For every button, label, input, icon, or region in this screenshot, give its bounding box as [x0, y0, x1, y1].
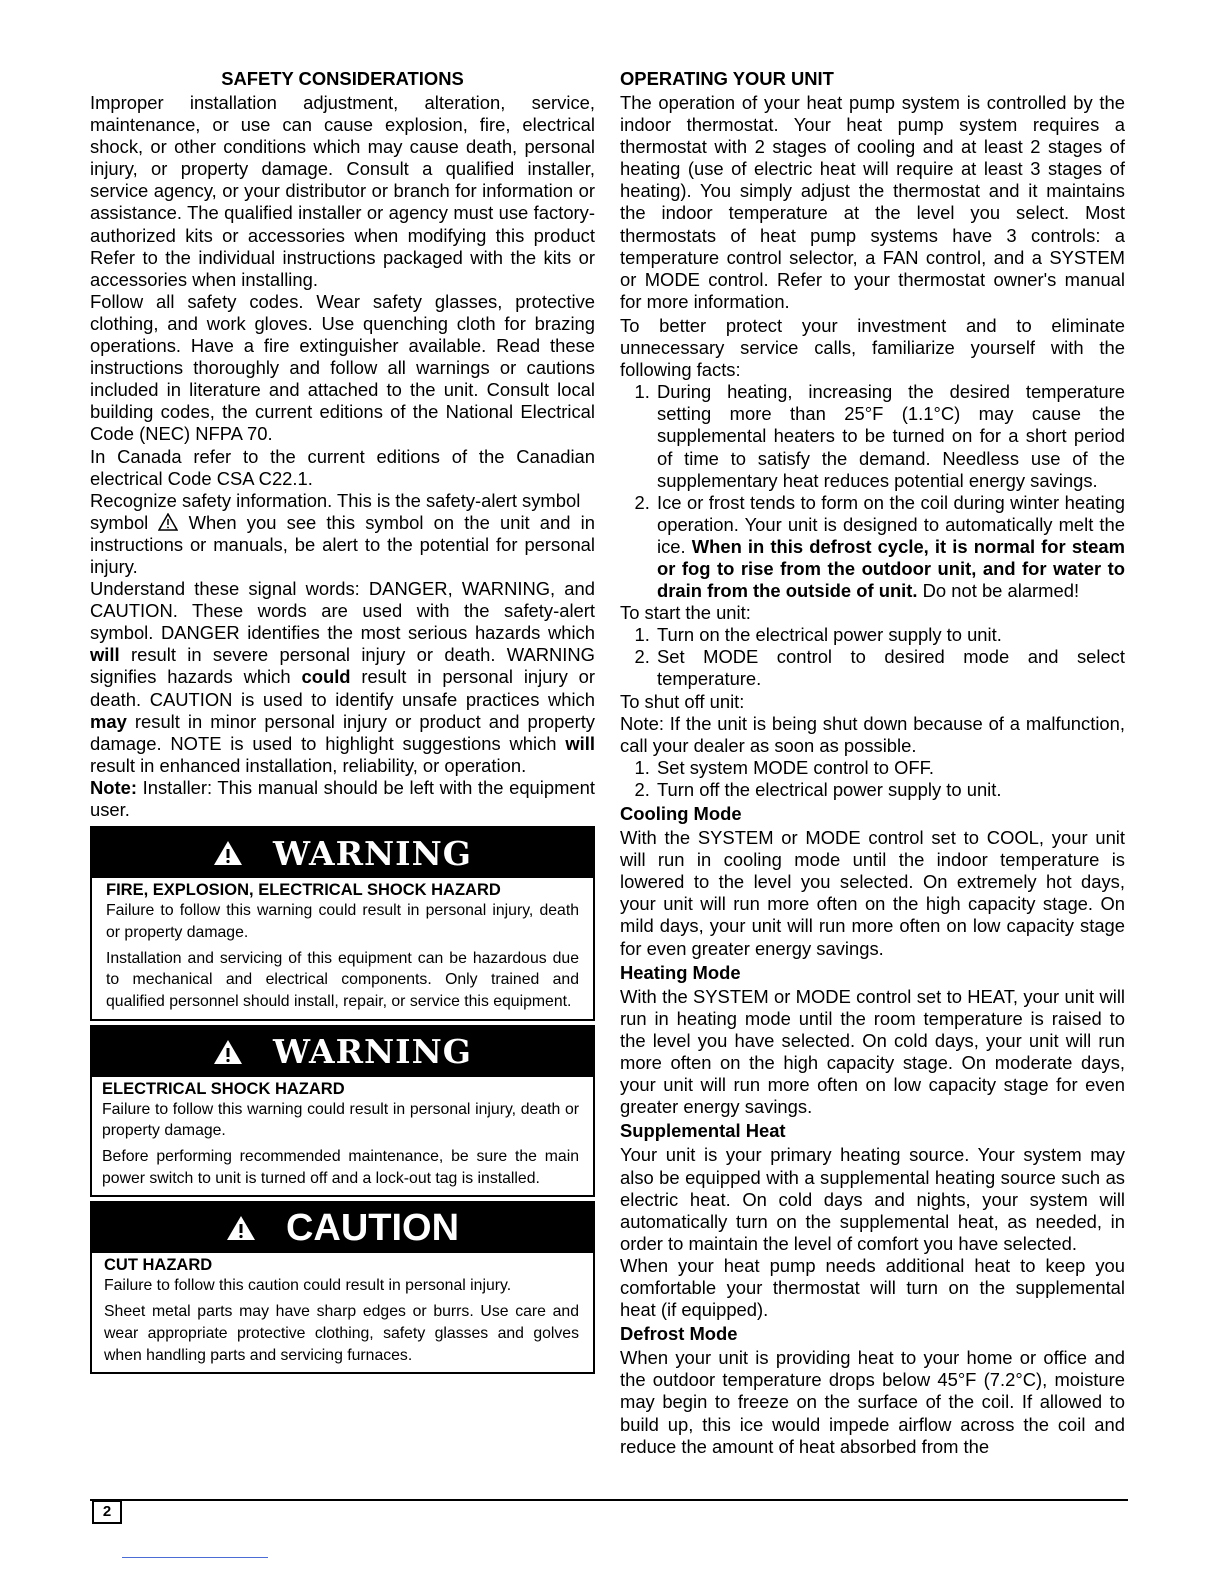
- list-item: [655, 492, 1125, 602]
- installer-note: [90, 777, 595, 821]
- signal-words-text-e: result in enhanced installation, reliability, or operation.: [90, 754, 527, 776]
- warning-text-1: Failure to follow this warning could result in personal injury, death or property damage.: [106, 902, 579, 941]
- caution-banner-text: CAUTION: [285, 1206, 460, 1249]
- warning-banner: [92, 828, 593, 878]
- safety-alert-intro: Recognize safety information. This is the safety-alert symbol: [90, 489, 581, 511]
- fact2-closing-text: Do not be alarmed!: [922, 580, 1080, 602]
- caution-box-body: [92, 1253, 593, 1372]
- caution-banner: [92, 1203, 593, 1253]
- safety-paragraph-2: Follow all safety codes. Wear safety glasses, protective clothing, and work gloves. Use quenching cloth for brazing operations. Have a fire extinguisher available. Read these instructions thoroughly and follow all warnings or cautions included in literature and attached to the unit. Consult local building codes, the current editions of the National Electrical Code (NEC) NFPA 70.: [90, 290, 595, 445]
- cooling-mode-paragraph: With the SYSTEM or MODE control set to COOL, your unit will run in cooling mode until the indoor temperature is lowered to the level you selected. On extremely hot days, your unit will run more often on the high capacity stage. On mild days, your unit will run more often on low capacity stage for even greater energy savings.: [620, 827, 1125, 959]
- warning-box-shock: [90, 1025, 595, 1198]
- defrost-mode-heading: Defrost Mode: [620, 1323, 738, 1345]
- warning-box-body: [92, 1077, 593, 1196]
- heating-mode-paragraph: With the SYSTEM or MODE control set to HEAT, your unit will run in heating mode until the room temperature is raised to the level you have selected. On cold days, your unit will run more often on the high capacity stage. On moderate days, your unit will run more often on low capacity stage for even greater energy savings.: [620, 985, 1125, 1118]
- start-steps-list: [620, 624, 1125, 690]
- warning-triangle-icon: [213, 839, 243, 867]
- caution-triangle-icon: [226, 1214, 256, 1242]
- fact2-text: Ice or frost tends to form on the coil during winter heating operation. Your unit is designed to automatically melt the ice.: [657, 491, 1125, 557]
- warning-box-body: [92, 878, 593, 1019]
- operating-paragraph-1: The operation of your heat pump system is controlled by the indoor thermostat. Your heat pump system requires a thermostat with 2 stages of cooling and at least 2 stages of heating (use of electric heat will require at least 3 stages of heating). You simply adjust the thermostat and it maintains the indoor temperature at the level you select. Most thermostats of heat pump systems have 3 controls: a temperature control selector, a FAN control, and a SYSTEM or MODE control. Refer to your thermostat owner's manual for more information.: [620, 92, 1125, 312]
- list-item: 2. Turn off the electrical power supply to unit.: [655, 779, 1125, 801]
- defrost-mode-paragraph: When your unit is providing heat to your home or office and the outdoor temperature drops below 45°F (7.2°C), moisture may begin to freeze on the surface of the coil. If allowed to build up, this ice would impede airflow across the coil and reduce the amount of heat absorbed from the: [620, 1347, 1125, 1457]
- heating-mode-heading: Heating Mode: [620, 961, 741, 983]
- footer-rule: [90, 1499, 1128, 1501]
- warning-text-2: Before performing recommended maintenance, be sure the main power switch to unit is turned off and a lock-out tag is installed.: [102, 1148, 579, 1187]
- safety-alert-text: When you see this symbol on the unit and in instructions or manuals, be alert to the potential for personal injury.: [90, 511, 595, 577]
- signal-word-may: may: [90, 710, 127, 732]
- signal-words-paragraph: [90, 578, 595, 777]
- list-item: 1. Turn on the electrical power supply to unit.: [655, 624, 1125, 646]
- signal-word-will: will: [90, 644, 120, 666]
- caution-heading: CUT HAZARD: [104, 1256, 213, 1275]
- list-item: 1. During heating, increasing the desired temperature setting more than 25°F (1.1°C) may cause the supplemental heaters to be turned on for a short period of time to satisfy the demand. Needless use of the supplementary heat reduces potential energy savings.: [655, 381, 1125, 491]
- list-item: 1. Set system MODE control to OFF.: [655, 757, 1125, 779]
- shut-off-label: To shut off unit:: [620, 690, 745, 712]
- fact2-bold-text: When in this defrost cycle, it is normal for steam or fog to rise from the outdoor unit, and for water to drain from the outside of unit.: [657, 535, 1125, 602]
- warning-heading: FIRE, EXPLOSION, ELECTRICAL SHOCK HAZARD: [106, 881, 501, 900]
- supplemental-heat-paragraph-1: Your unit is your primary heating source. Your system may also be equipped with a supplemental heating source such as electric heat. On cold days and nights, your system will automatically turn on the supplemental heat, as needed, in order to maintain the level of comfort you have selected.: [620, 1144, 1125, 1254]
- supplemental-heat-heading: Supplemental Heat: [620, 1120, 786, 1142]
- page-number: 2: [92, 1500, 122, 1524]
- list-item: 2. Set MODE control to desired mode and select temperature.: [655, 646, 1125, 690]
- warning-banner: [92, 1027, 593, 1077]
- shut-off-note: Note: If the unit is being shut down because of a malfunction, call your dealer as soon as possible.: [620, 712, 1125, 756]
- note-text: Installer: This manual should be left with the equipment user.: [90, 776, 595, 820]
- start-unit-label: To start the unit:: [620, 602, 751, 624]
- safety-paragraph-4b: symbol When you see this symbol on the unit and in instructions or manuals, be alert to the potential for personal injury.: [90, 511, 595, 577]
- caution-text-1: Failure to follow this caution could result in personal injury.: [104, 1277, 512, 1295]
- caution-box-cut: [90, 1201, 595, 1374]
- warning-banner-text: WARNING: [273, 1032, 472, 1072]
- cooling-mode-heading: Cooling Mode: [620, 803, 742, 824]
- signal-word-will-2: will: [565, 732, 595, 754]
- warning-triangle-icon: [213, 1038, 243, 1066]
- signal-word-could: could: [301, 666, 351, 688]
- warning-banner-text: WARNING: [273, 833, 472, 873]
- facts-list: [620, 381, 1125, 602]
- warning-text-2: Installation and servicing of this equipment can be hazardous due to mechanical and electrical components. Only trained and qualified personnel should install, repair, or service this equipment.: [106, 949, 579, 1010]
- supplemental-heat-paragraph-2: When your heat pump needs additional heat to keep you comfortable your thermostat will turn on the supplemental heat (if equipped).: [620, 1254, 1125, 1321]
- signal-words-text-c: result in personal injury or death. CAUTION is used to identify unsafe practices which: [90, 666, 595, 710]
- safety-paragraph-3: In Canada refer to the current editions of the Canadian electrical Code CSA C22.1.: [90, 445, 595, 489]
- caution-text-2: Sheet metal parts may have sharp edges or burrs. Use care and wear appropriate protective clothing, safety glasses and golves when handling parts and servicing furnaces.: [104, 1303, 579, 1364]
- safety-paragraph-1: Improper installation adjustment, alteration, service, maintenance, or use can cause explosion, fire, electrical shock, or other conditions which may cause death, personal injury, or property damage. Consult a qualified installer, service agency, or your distributor or branch for information or assistance. The qualified installer or agency must use factory-authorized kits or accessories when modifying this product Refer to the individual instructions packaged with the kits or accessories when installing.: [90, 92, 595, 290]
- operating-paragraph-2: To better protect your investment and to eliminate unnecessary service calls, familiarize yourself with the following facts:: [620, 314, 1125, 381]
- left-column: [90, 66, 595, 1374]
- signal-words-text-a: Understand these signal words: DANGER, WARNING, and CAUTION. These words are used with the safety-alert symbol. DANGER identifies the most serious hazards which: [90, 578, 595, 644]
- safety-considerations-heading: SAFETY CONSIDERATIONS: [221, 68, 464, 89]
- note-label: Note:: [90, 776, 137, 798]
- warning-heading: ELECTRICAL SHOCK HAZARD: [102, 1079, 345, 1098]
- right-column: [620, 66, 1125, 1458]
- operating-your-unit-heading: OPERATING YOUR UNIT: [620, 68, 834, 89]
- signal-words-text-b: result in severe personal injury or death. WARNING signifies hazards which: [90, 644, 595, 688]
- shut-steps-list: [620, 757, 1125, 801]
- warning-text-1: Failure to follow this warning could result in personal injury, death or property damage.: [102, 1100, 579, 1140]
- signal-words-text-d: result in minor personal injury or product and property damage. NOTE is used to highlight suggestions which: [90, 710, 595, 754]
- warning-box-fire: [90, 826, 595, 1021]
- safety-alert-icon: [158, 513, 178, 531]
- decorative-blue-line: [122, 1557, 268, 1558]
